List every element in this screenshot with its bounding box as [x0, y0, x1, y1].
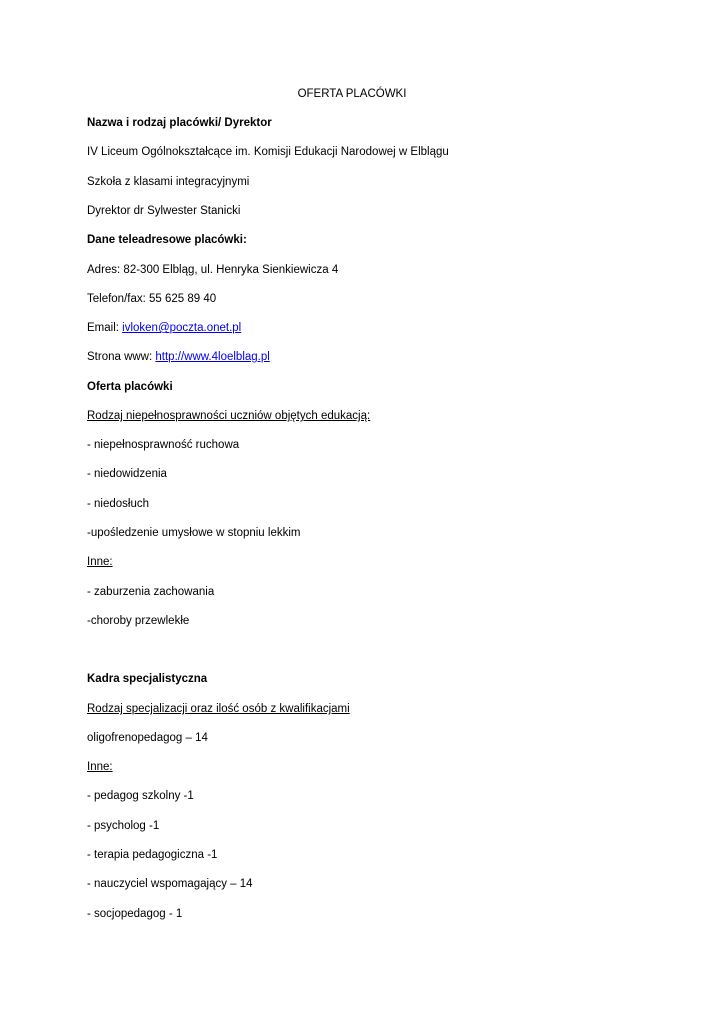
email-link[interactable]: ivloken@poczta.onet.pl [122, 322, 242, 334]
www-link[interactable]: http://www.4loelblag.pl [155, 351, 270, 363]
director: Dyrektor dr Sylwester Stanicki [87, 205, 241, 217]
section-heading-offer: Oferta placówki [87, 381, 173, 393]
list-item: - niedowidzenia [87, 468, 167, 480]
list-item: - nauczyciel wspomagający – 14 [87, 878, 253, 890]
list-item: - pedagog szkolny -1 [87, 790, 194, 802]
list-item: - niedosłuch [87, 498, 150, 510]
list-item: - zaburzenia zachowania [87, 586, 215, 598]
section-heading-name: Nazwa i rodzaj placówki/ Dyrektor [87, 117, 272, 129]
document-title: OFERTA PLACÓWKI [297, 88, 407, 100]
school-name: IV Liceum Ogólnokształcące im. Komisji Edukacji Narodowej w Elblągu [87, 146, 449, 158]
list-item: - socjopedagog - 1 [87, 908, 183, 920]
www-line [87, 350, 270, 364]
section-heading-contact: Dane teleadresowe placówki: [87, 234, 247, 246]
offer-other-heading: Inne: [87, 556, 113, 568]
email-label: Email: [87, 322, 123, 334]
specializations-heading: Rodzaj specjalizacji oraz ilość osób z kwalifikacjami [87, 703, 350, 715]
list-item: - terapia pedagogiczna -1 [87, 849, 218, 861]
disabilities-heading: Rodzaj niepełnosprawności uczniów objętych edukacją: [87, 410, 371, 422]
list-item: -upośledzenie umysłowe w stopniu lekkim [87, 527, 301, 539]
list-item: - niepełnosprawność ruchowa [87, 439, 240, 451]
list-item: -choroby przewlekłe [87, 615, 190, 627]
address: Adres: 82-300 Elbląg, ul. Henryka Sienkiewicza 4 [87, 264, 339, 276]
phone: Telefon/fax: 55 625 89 40 [87, 293, 217, 305]
email-line [87, 321, 241, 335]
school-type: Szkoła z klasami integracyjnymi [87, 176, 250, 188]
section-heading-staff: Kadra specjalistyczna [87, 673, 208, 685]
staff-main: oligofrenopedagog – 14 [87, 732, 208, 744]
www-label: Strona www: [87, 351, 156, 363]
list-item: - psycholog -1 [87, 820, 160, 832]
staff-other-heading: Inne: [87, 761, 113, 773]
